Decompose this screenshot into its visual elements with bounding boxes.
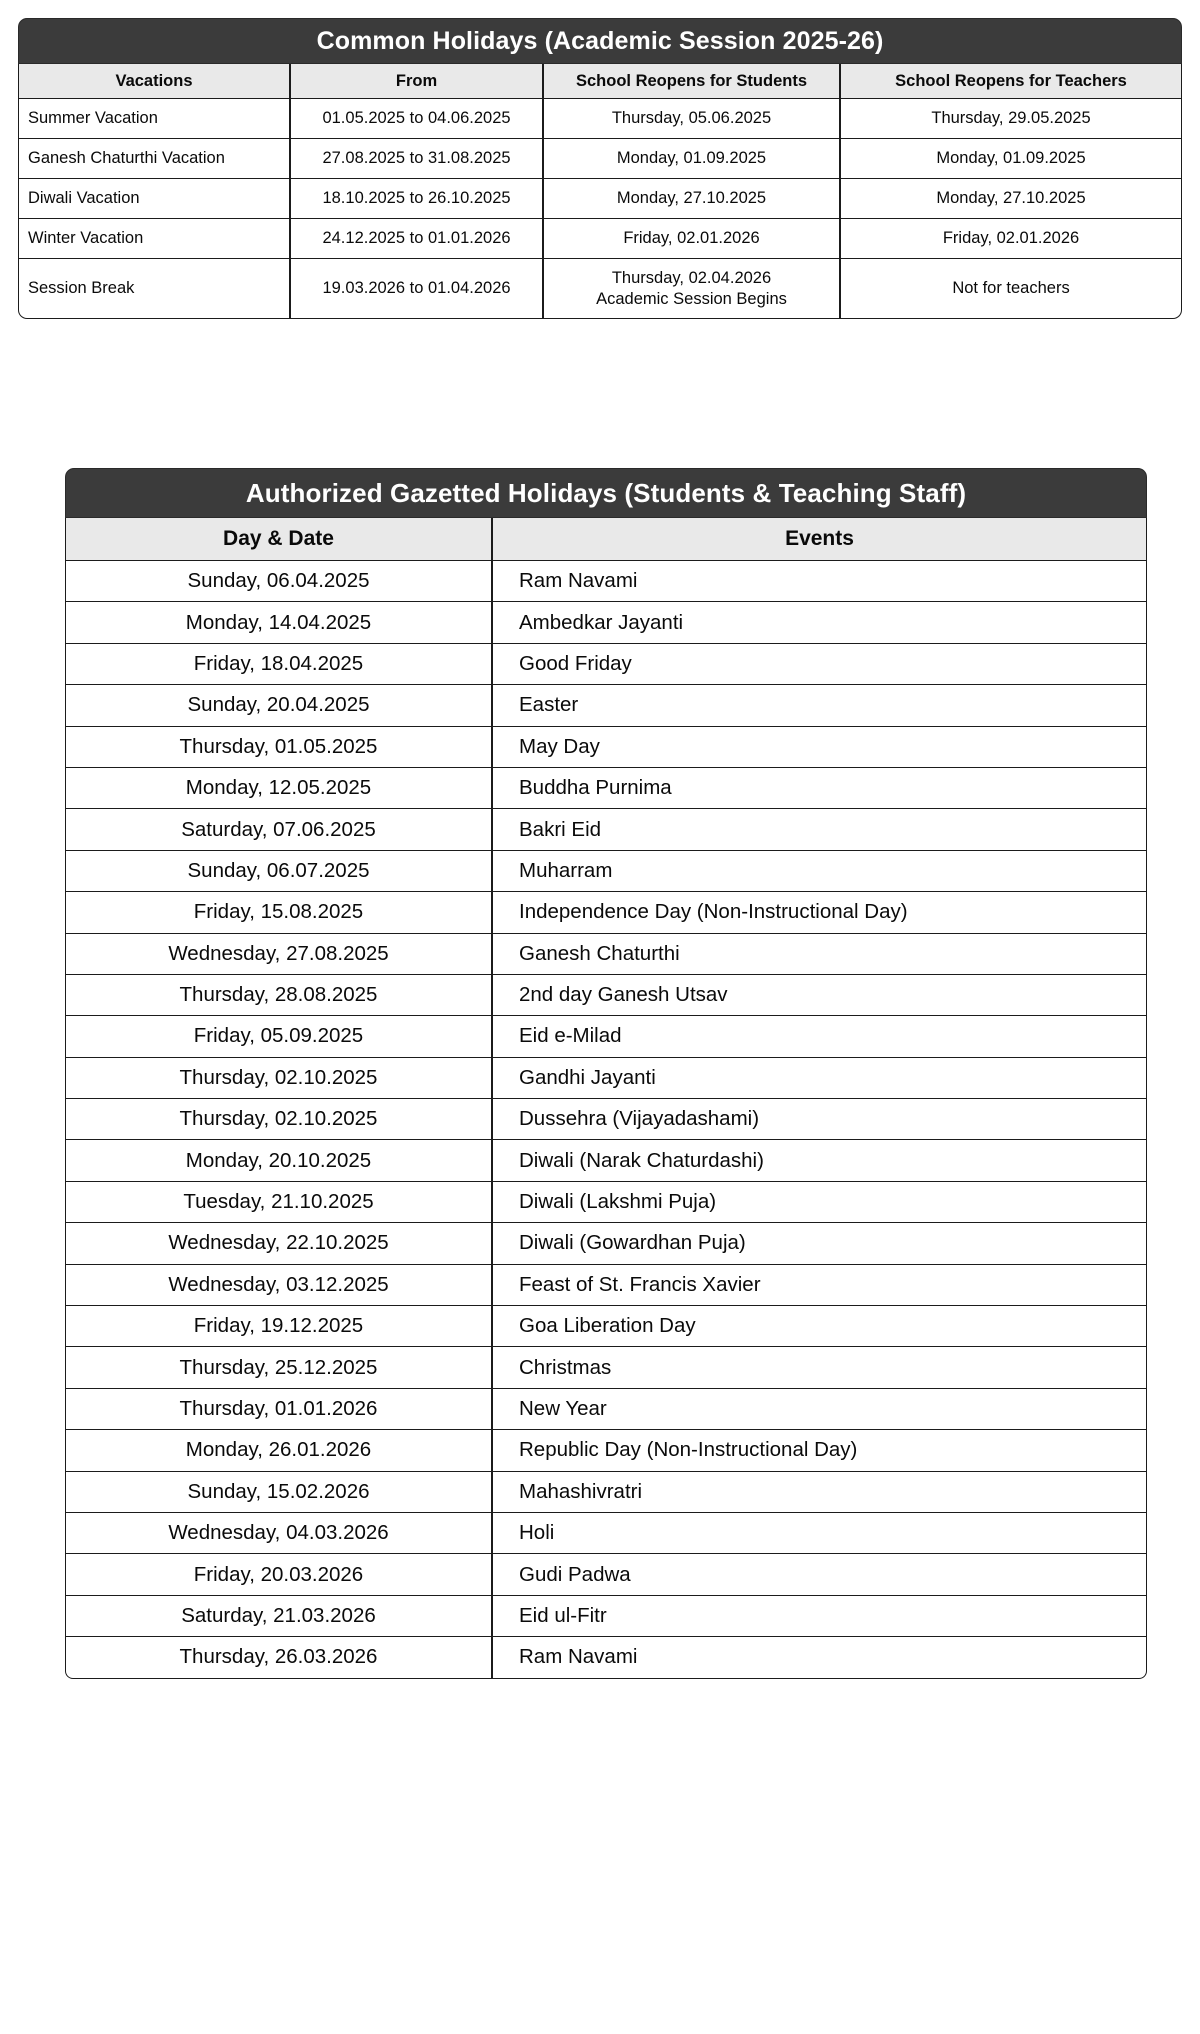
cell-event: Buddha Purnima	[492, 768, 1147, 809]
cell-event: Dussehra (Vijayadashami)	[492, 1099, 1147, 1140]
cell-vacation: Summer Vacation	[18, 99, 290, 139]
cell-day-date: Sunday, 06.04.2025	[65, 561, 492, 602]
cell-event: Gandhi Jayanti	[492, 1058, 1147, 1099]
cell-day-date: Monday, 26.01.2026	[65, 1430, 492, 1471]
cell-from: 19.03.2026 to 01.04.2026	[290, 259, 543, 319]
cell-students: Thursday, 05.06.2025	[543, 99, 840, 139]
table-row	[65, 1140, 1147, 1181]
cell-day-date: Sunday, 06.07.2025	[65, 851, 492, 892]
table-row	[65, 1306, 1147, 1347]
cell-event: New Year	[492, 1389, 1147, 1430]
cell-day-date: Thursday, 26.03.2026	[65, 1637, 492, 1678]
table-row	[65, 1637, 1147, 1678]
cell-day-date: Monday, 20.10.2025	[65, 1140, 492, 1181]
cell-day-date: Thursday, 01.05.2025	[65, 727, 492, 768]
cell-students-line1: Thursday, 02.04.2026	[611, 268, 772, 287]
cell-event: Holi	[492, 1513, 1147, 1554]
table-row	[18, 179, 1182, 219]
cell-day-date: Tuesday, 21.10.2025	[65, 1182, 492, 1223]
cell-teachers: Monday, 27.10.2025	[840, 179, 1182, 219]
table-row	[65, 851, 1147, 892]
cell-day-date: Thursday, 28.08.2025	[65, 975, 492, 1016]
cell-event: Goa Liberation Day	[492, 1306, 1147, 1347]
cell-day-date: Friday, 19.12.2025	[65, 1306, 492, 1347]
table-row	[65, 768, 1147, 809]
gazetted-holidays-table-container	[65, 468, 1147, 1679]
table-row	[65, 975, 1147, 1016]
cell-from: 01.05.2025 to 04.06.2025	[290, 99, 543, 139]
table-row	[65, 1389, 1147, 1430]
cell-day-date: Thursday, 25.12.2025	[65, 1347, 492, 1388]
cell-event: Easter	[492, 685, 1147, 726]
cell-event: Ram Navami	[492, 561, 1147, 602]
cell-event: Independence Day (Non-Instructional Day)	[492, 892, 1147, 933]
cell-from: 18.10.2025 to 26.10.2025	[290, 179, 543, 219]
cell-teachers: Not for teachers	[840, 259, 1182, 319]
table-row	[65, 934, 1147, 975]
cell-day-date: Wednesday, 04.03.2026	[65, 1513, 492, 1554]
cell-students: Monday, 27.10.2025	[543, 179, 840, 219]
cell-event: Gudi Padwa	[492, 1554, 1147, 1595]
cell-day-date: Wednesday, 22.10.2025	[65, 1223, 492, 1264]
cell-vacation: Diwali Vacation	[18, 179, 290, 219]
cell-event: 2nd day Ganesh Utsav	[492, 975, 1147, 1016]
cell-vacation: Ganesh Chaturthi Vacation	[18, 139, 290, 179]
cell-day-date: Sunday, 15.02.2026	[65, 1472, 492, 1513]
gazetted-holidays-table	[65, 468, 1147, 1679]
common-holidays-banner-row	[18, 18, 1182, 64]
table-row	[65, 809, 1147, 850]
cell-from: 27.08.2025 to 31.08.2025	[290, 139, 543, 179]
column-header-events: Events	[492, 518, 1147, 561]
cell-day-date: Friday, 05.09.2025	[65, 1016, 492, 1057]
cell-event: Republic Day (Non-Instructional Day)	[492, 1430, 1147, 1471]
cell-event: Christmas	[492, 1347, 1147, 1388]
table-row	[65, 685, 1147, 726]
cell-event: Bakri Eid	[492, 809, 1147, 850]
common-holidays-header-row	[18, 64, 1182, 99]
gazetted-holidays-header-row	[65, 518, 1147, 561]
cell-day-date: Saturday, 07.06.2025	[65, 809, 492, 850]
cell-event: Ganesh Chaturthi	[492, 934, 1147, 975]
table-row	[65, 644, 1147, 685]
table-row	[65, 1430, 1147, 1471]
cell-event: Diwali (Lakshmi Puja)	[492, 1182, 1147, 1223]
cell-students: Monday, 01.09.2025	[543, 139, 840, 179]
cell-event: Muharram	[492, 851, 1147, 892]
cell-event: Good Friday	[492, 644, 1147, 685]
cell-vacation: Winter Vacation	[18, 219, 290, 259]
table-row	[65, 1554, 1147, 1595]
cell-event: Eid e-Milad	[492, 1016, 1147, 1057]
cell-day-date: Wednesday, 03.12.2025	[65, 1265, 492, 1306]
table-row	[18, 99, 1182, 139]
cell-event: Eid ul-Fitr	[492, 1596, 1147, 1637]
common-holidays-title: Common Holidays (Academic Session 2025-26)	[18, 18, 1182, 64]
cell-from: 24.12.2025 to 01.01.2026	[290, 219, 543, 259]
cell-teachers: Monday, 01.09.2025	[840, 139, 1182, 179]
cell-day-date: Thursday, 01.01.2026	[65, 1389, 492, 1430]
table-row	[65, 1058, 1147, 1099]
gazetted-holidays-body	[65, 561, 1147, 1679]
column-header-vacations: Vacations	[18, 64, 290, 99]
table-row	[65, 1513, 1147, 1554]
cell-event: Ram Navami	[492, 1637, 1147, 1678]
table-row	[65, 1596, 1147, 1637]
cell-students	[543, 259, 840, 319]
cell-event: Feast of St. Francis Xavier	[492, 1265, 1147, 1306]
cell-day-date: Thursday, 02.10.2025	[65, 1099, 492, 1140]
cell-day-date: Saturday, 21.03.2026	[65, 1596, 492, 1637]
cell-teachers: Thursday, 29.05.2025	[840, 99, 1182, 139]
table-row	[65, 1223, 1147, 1264]
cell-event: Diwali (Narak Chaturdashi)	[492, 1140, 1147, 1181]
common-holidays-table-container	[18, 18, 1182, 319]
table-row	[65, 1182, 1147, 1223]
cell-day-date: Monday, 12.05.2025	[65, 768, 492, 809]
table-row	[65, 892, 1147, 933]
table-row	[65, 1099, 1147, 1140]
cell-event: Ambedkar Jayanti	[492, 602, 1147, 643]
column-header-day-date: Day & Date	[65, 518, 492, 561]
table-row	[65, 1265, 1147, 1306]
cell-students-line2: Academic Session Begins	[596, 289, 787, 308]
table-row	[65, 602, 1147, 643]
cell-day-date: Wednesday, 27.08.2025	[65, 934, 492, 975]
table-row	[65, 727, 1147, 768]
cell-students: Friday, 02.01.2026	[543, 219, 840, 259]
column-header-students: School Reopens for Students	[543, 64, 840, 99]
cell-event: Mahashivratri	[492, 1472, 1147, 1513]
table-row	[18, 139, 1182, 179]
column-header-from: From	[290, 64, 543, 99]
table-row	[18, 259, 1182, 319]
cell-day-date: Monday, 14.04.2025	[65, 602, 492, 643]
cell-day-date: Sunday, 20.04.2025	[65, 685, 492, 726]
cell-event: May Day	[492, 727, 1147, 768]
cell-teachers: Friday, 02.01.2026	[840, 219, 1182, 259]
gazetted-holidays-banner-row	[65, 468, 1147, 518]
gazetted-holidays-title: Authorized Gazetted Holidays (Students & Teaching Staff)	[65, 468, 1147, 518]
cell-vacation: Session Break	[18, 259, 290, 319]
cell-day-date: Friday, 20.03.2026	[65, 1554, 492, 1595]
cell-day-date: Friday, 15.08.2025	[65, 892, 492, 933]
cell-event: Diwali (Gowardhan Puja)	[492, 1223, 1147, 1264]
table-row	[65, 1016, 1147, 1057]
cell-day-date: Thursday, 02.10.2025	[65, 1058, 492, 1099]
column-header-teachers: School Reopens for Teachers	[840, 64, 1182, 99]
table-row	[18, 219, 1182, 259]
table-row	[65, 561, 1147, 602]
table-row	[65, 1472, 1147, 1513]
common-holidays-table	[18, 18, 1182, 319]
cell-day-date: Friday, 18.04.2025	[65, 644, 492, 685]
table-row	[65, 1347, 1147, 1388]
